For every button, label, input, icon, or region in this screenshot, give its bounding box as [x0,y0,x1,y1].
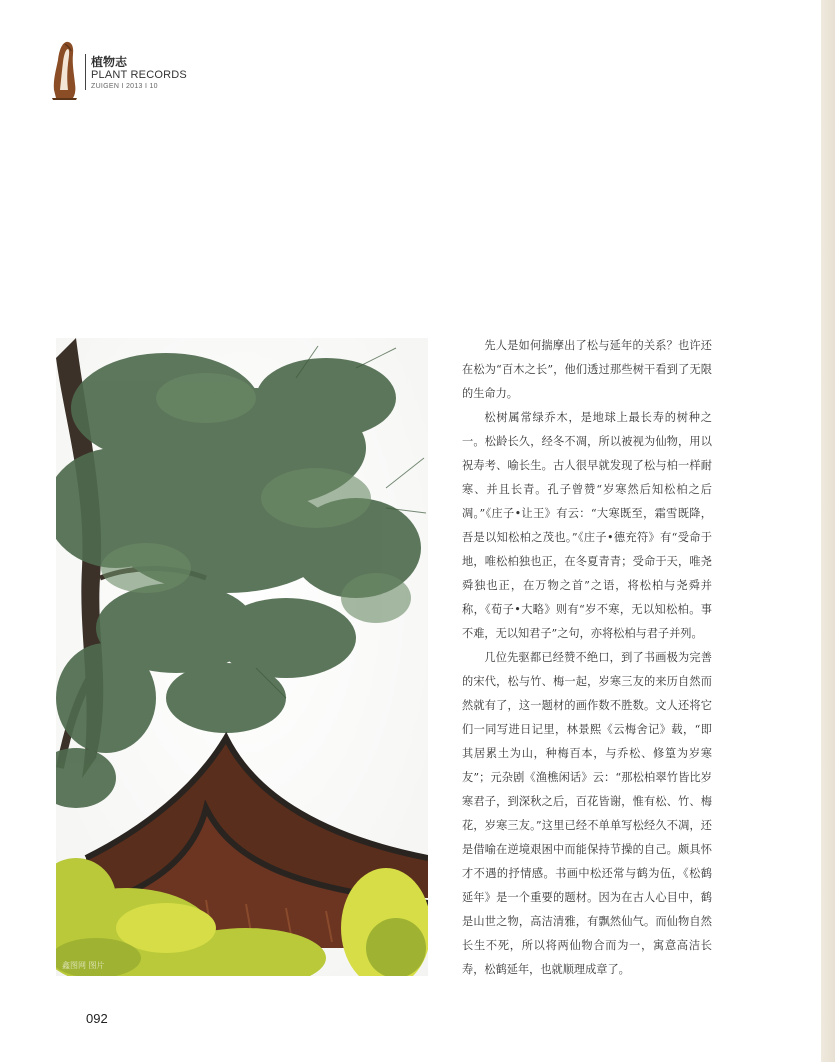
header-divider [85,54,86,90]
issue-label: ZUIGEN I 2013 I 10 [91,83,158,90]
page-edge [821,0,835,1062]
photo-credit: 鑫图网 图片 [62,961,105,970]
root-sculpture-icon [48,40,80,100]
paragraph: 几位先驱都已经赞不绝口，到了书画极为完善的宋代，松与竹、梅一起，岁寒三友的来历自然而然就有了，这一题材的画作数不胜数。文人还将它们一同写进日记里，林景熙《云梅舍记》载，“即其居累土为山，种梅百本，与乔松、修篁为岁寒友”；元杂剧《渔樵闲话》云：“那松柏翠竹皆比岁寒君子，到深秋之后，百花皆谢，惟有松、竹、梅花，岁寒三友。”这里已经不单单写松经久不凋，还是借喻在逆境艰困中而能保持节操的自己。颇具怀才不遇的抒情感。书画中松还常与鹤为伍，《松鹤延年》是一个重要的题材。因为在古人心目中，鹤是山世之物，高洁清雅，有飘然仙气。而仙物自然长生不死，所以将两仙物合而为一，寓意高洁长寿，松鹤延年，也就顺理成章了。 [462,651,712,976]
column-english-title: PLANT RECORDS [91,69,187,81]
column-header [48,40,248,102]
pine-tree-photo [56,338,428,976]
article-body [462,334,712,982]
paragraph: 松树属常绿乔木，是地球上最长寿的树种之一。松龄长久，经冬不凋，所以被视为仙物，用以祝寿考、喻长生。古人很早就发现了松与柏一样耐寒、并且长青。孔子曾赞“岁寒然后知松柏之后凋。”《庄子•让王》有云：“大寒既至，霜雪既降，吾是以知松柏之茂也。”《庄子•德充符》有“受命于地，唯松柏独也正，在冬夏青青；受命于天，唯尧舜独也正，在万物之首”之语，将松柏与尧舜并称，《荀子•大略》则有“岁不寒，无以知松柏。事不难，无以知君子”之句，亦将松柏与君子并列。 [462,411,712,640]
photo-illustration [56,338,428,976]
paragraph: 先人是如何揣摩出了松与延年的关系？也许还在松为“百木之长”，他们透过那些树干看到了无限的生命力。 [462,339,712,400]
page-number: 092 [86,1011,108,1026]
column-title: 植物志 [91,55,128,69]
